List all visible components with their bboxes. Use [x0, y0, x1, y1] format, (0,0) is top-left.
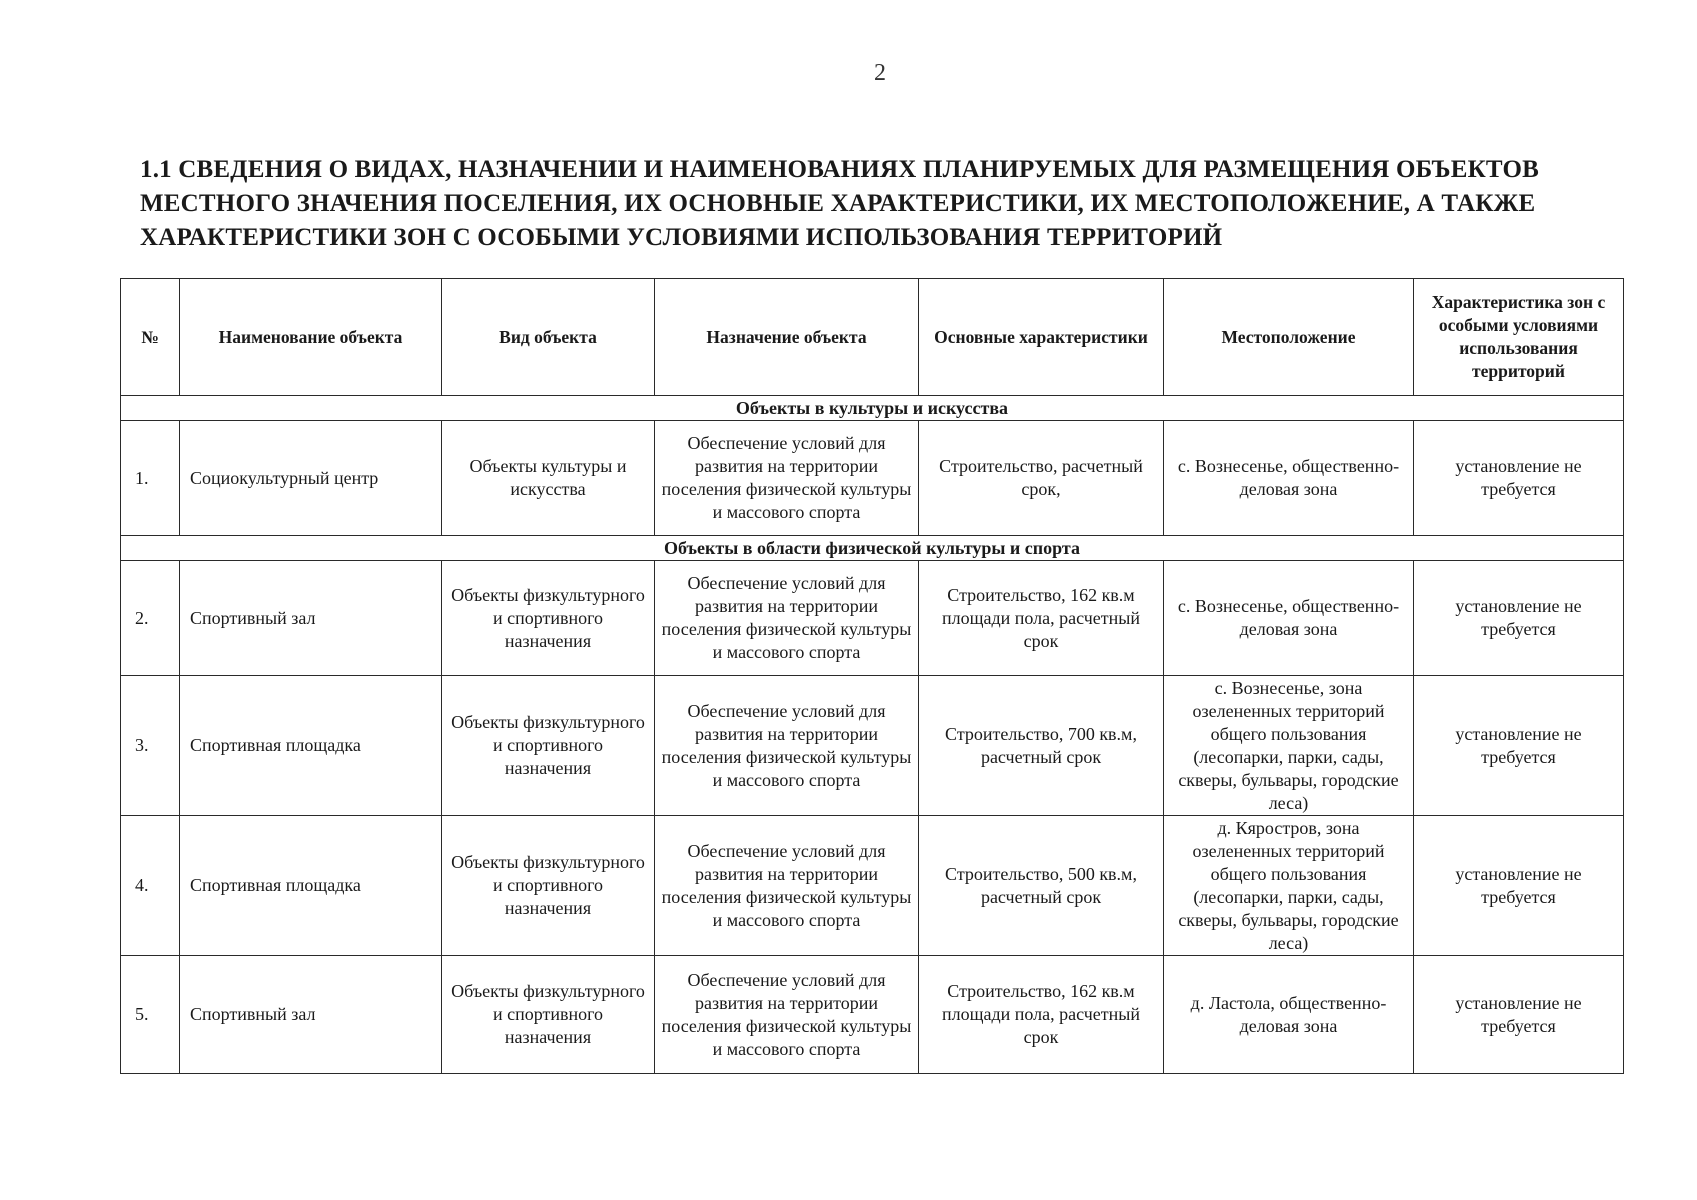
row-zones: установление не требуется: [1414, 421, 1624, 536]
row-kind: Объекты физкультурного и спортивного назначения: [442, 816, 655, 956]
row-num: 2.: [121, 561, 180, 676]
row-characteristics: Строительство, 700 кв.м, расчетный срок: [919, 676, 1164, 816]
row-zones: установление не требуется: [1414, 816, 1624, 956]
header-num: №: [121, 279, 180, 396]
row-location: д. Ластола, общественно-деловая зона: [1164, 956, 1414, 1074]
row-location: с. Вознесенье, общественно-деловая зона: [1164, 561, 1414, 676]
row-characteristics: Строительство, 162 кв.м площади пола, расчетный срок: [919, 956, 1164, 1074]
header-location: Местоположение: [1164, 279, 1414, 396]
group-row-sport: [121, 536, 1624, 561]
page-number: 2: [874, 60, 886, 86]
group-title: Объекты в культуры и искусства: [121, 396, 1624, 421]
row-num: 5.: [121, 956, 180, 1074]
row-zones: установление не требуется: [1414, 561, 1624, 676]
table-row: [121, 421, 1624, 536]
header-kind: Вид объекта: [442, 279, 655, 396]
row-kind: Объекты физкультурного и спортивного назначения: [442, 956, 655, 1074]
row-purpose: Обеспечение условий для развития на территории поселения физической культуры и массового спорта: [655, 816, 919, 956]
row-name: Социокультурный центр: [180, 421, 442, 536]
header-name: Наименование объекта: [180, 279, 442, 396]
row-location: д. Кяростров, зона озелененных территорий общего пользования (лесопарки, парки, сады, скверы, бульвары, городские леса): [1164, 816, 1414, 956]
header-purpose: Назначение объекта: [655, 279, 919, 396]
group-title: Объекты в области физической культуры и спорта: [121, 536, 1624, 561]
row-kind: Объекты физкультурного и спортивного назначения: [442, 561, 655, 676]
row-num: 4.: [121, 816, 180, 956]
row-num: 3.: [121, 676, 180, 816]
section-title: 1.1 СВЕДЕНИЯ О ВИДАХ, НАЗНАЧЕНИИ И НАИМЕНОВАНИЯХ ПЛАНИРУЕМЫХ ДЛЯ РАЗМЕЩЕНИЯ ОБЪЕКТОВ МЕСТНОГО ЗНАЧЕНИЯ ПОСЕЛЕНИЯ, ИХ ОСНОВНЫЕ ХАРАКТЕРИСТИКИ, ИХ МЕСТОПОЛОЖЕНИЕ, А ТАКЖЕ ХАРАКТЕРИСТИКИ ЗОН С ОСОБЫМИ УСЛОВИЯМИ ИСПОЛЬЗОВАНИЯ ТЕРРИТОРИЙ: [140, 156, 1539, 251]
group-row-culture: [121, 396, 1624, 421]
row-zones: установление не требуется: [1414, 676, 1624, 816]
row-kind: Объекты физкультурного и спортивного назначения: [442, 676, 655, 816]
row-purpose: Обеспечение условий для развития на территории поселения физической культуры и массового спорта: [655, 956, 919, 1074]
row-purpose: Обеспечение условий для развития на территории поселения физической культуры и массового спорта: [655, 676, 919, 816]
table-row: [121, 561, 1624, 676]
row-zones: установление не требуется: [1414, 956, 1624, 1074]
row-location: с. Вознесенье, зона озелененных территорий общего пользования (лесопарки, парки, сады, скверы, бульвары, городские леса): [1164, 676, 1414, 816]
table-row: [121, 956, 1624, 1074]
row-name: Спортивная площадка: [180, 676, 442, 816]
table-header-row: [121, 279, 1624, 396]
row-purpose: Обеспечение условий для развития на территории поселения физической культуры и массового спорта: [655, 421, 919, 536]
row-characteristics: Строительство, расчетный срок,: [919, 421, 1164, 536]
row-name: Спортивная площадка: [180, 816, 442, 956]
row-name: Спортивный зал: [180, 561, 442, 676]
row-kind: Объекты культуры и искусства: [442, 421, 655, 536]
header-zones: Характеристика зон с особыми условиями использования территорий: [1414, 279, 1624, 396]
row-characteristics: Строительство, 500 кв.м, расчетный срок: [919, 816, 1164, 956]
row-num: 1.: [121, 421, 180, 536]
row-name: Спортивный зал: [180, 956, 442, 1074]
row-location: с. Вознесенье, общественно-деловая зона: [1164, 421, 1414, 536]
header-characteristics: Основные характеристики: [919, 279, 1164, 396]
objects-table: [120, 278, 1624, 1074]
row-purpose: Обеспечение условий для развития на территории поселения физической культуры и массового спорта: [655, 561, 919, 676]
row-characteristics: Строительство, 162 кв.м площади пола, расчетный срок: [919, 561, 1164, 676]
table-row: [121, 816, 1624, 956]
table-row: [121, 676, 1624, 816]
